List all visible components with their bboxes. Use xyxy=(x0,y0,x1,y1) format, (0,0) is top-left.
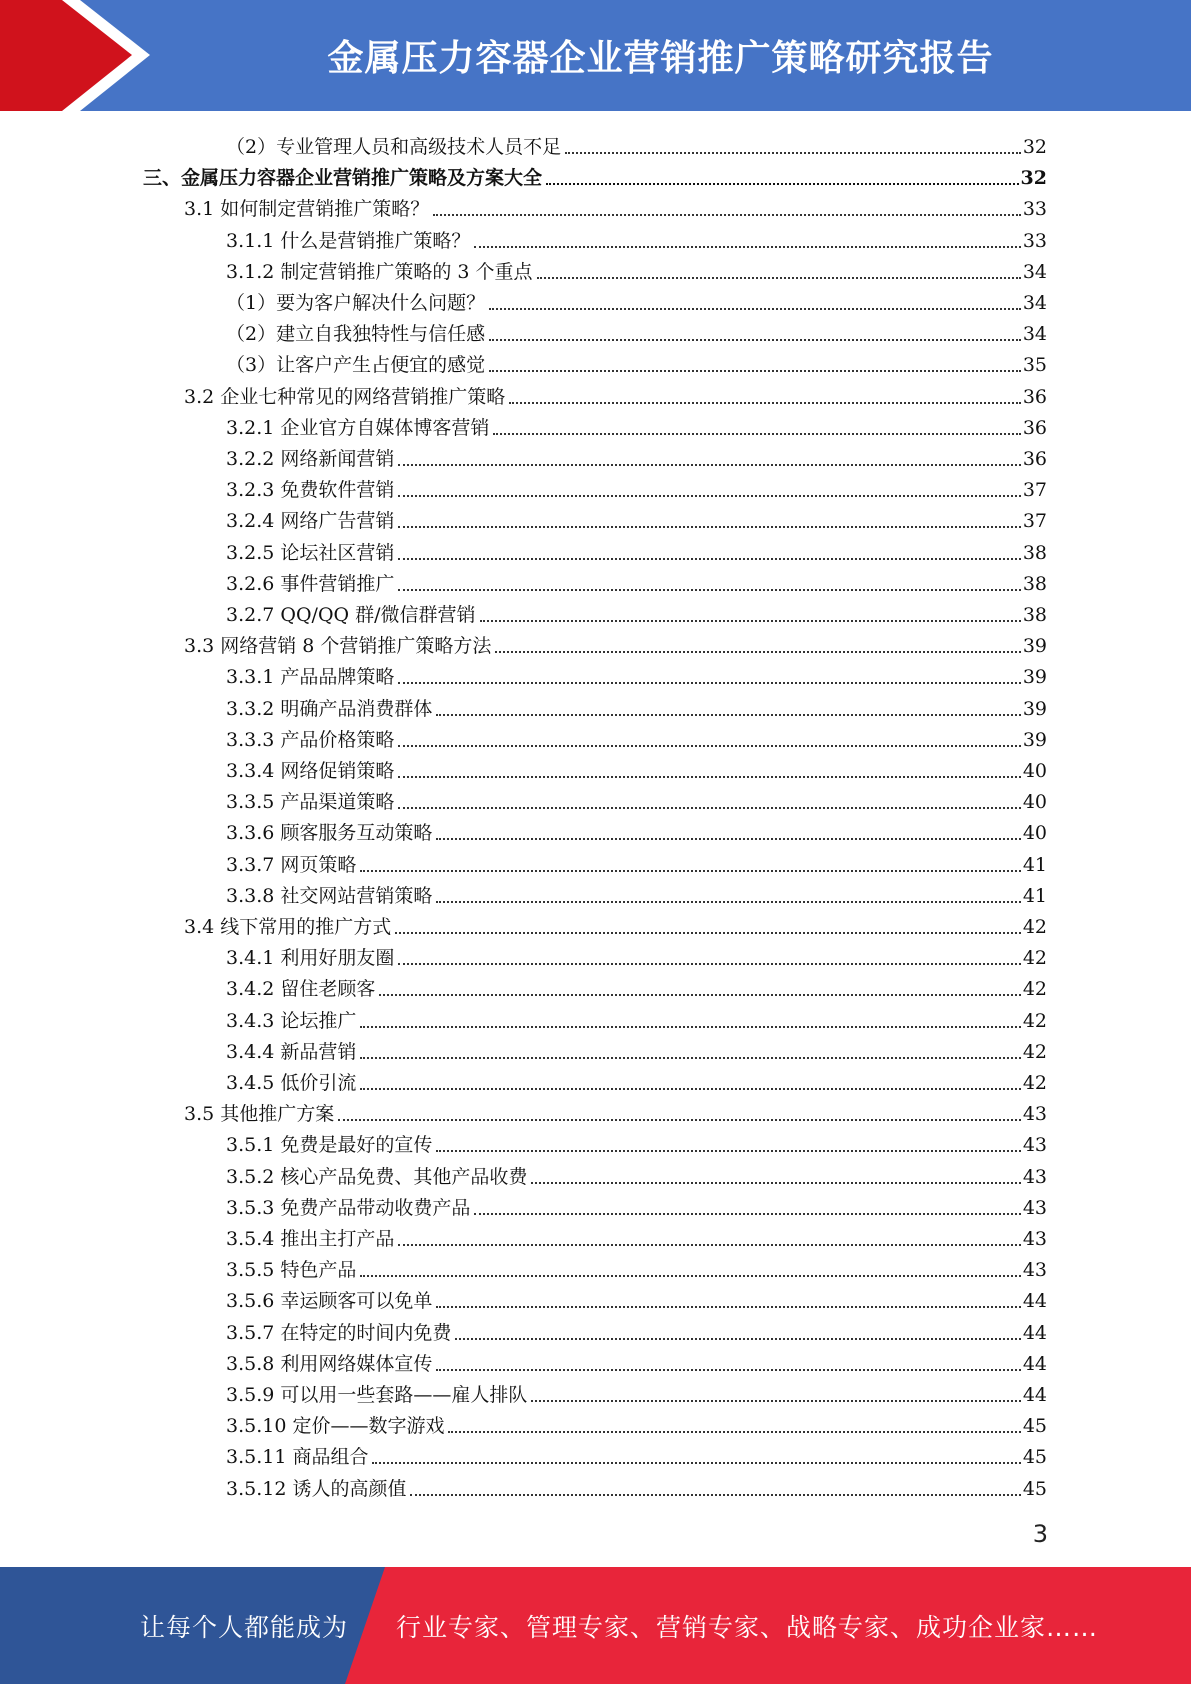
toc-entry-page: 43 xyxy=(1022,1103,1047,1126)
toc-entry-page: 36 xyxy=(1022,448,1047,470)
toc-dot-leader xyxy=(531,1182,1020,1184)
toc-entry-page: 33 xyxy=(1022,198,1047,221)
toc-entry-page: 43 xyxy=(1022,1196,1047,1219)
report-title: 金属压力容器企业营销推广策略研究报告 xyxy=(327,38,994,79)
toc-dot-leader xyxy=(398,558,1020,560)
toc-entry-label: 3.2.5 论坛社区营销 xyxy=(226,541,395,564)
page-footer xyxy=(0,1567,1191,1684)
toc-entry-page: 44 xyxy=(1022,1290,1047,1313)
page-number: 3 xyxy=(1032,1520,1048,1548)
toc-entry-page: 39 xyxy=(1022,635,1047,658)
toc-entry-label: 3.4.3 论坛推广 xyxy=(226,1009,357,1032)
toc-dot-leader xyxy=(531,1400,1020,1402)
toc-entry-label: 3.4.4 新品营销 xyxy=(226,1040,357,1063)
toc-entry[interactable] xyxy=(226,752,1047,783)
toc-entry-page: 34 xyxy=(1022,323,1047,346)
toc-entry-page: 38 xyxy=(1022,572,1047,595)
toc-entry-label: 3.5.10 定价——数字游戏 xyxy=(226,1415,445,1438)
toc-entry[interactable] xyxy=(184,1095,1047,1126)
toc-entry-page: 40 xyxy=(1022,791,1047,814)
toc-dot-leader xyxy=(455,1338,1020,1340)
toc-dot-leader xyxy=(474,246,1020,248)
toc-entry[interactable] xyxy=(226,970,1047,1001)
toc-entry[interactable] xyxy=(226,409,1047,440)
toc-entry-label: 3.4.5 低价引流 xyxy=(226,1072,357,1094)
toc-dot-leader xyxy=(495,651,1020,653)
toc-entry[interactable] xyxy=(226,721,1047,752)
toc-entry-page: 42 xyxy=(1022,1072,1047,1094)
toc-entry-page: 33 xyxy=(1022,229,1047,252)
toc-entry-page: 45 xyxy=(1022,1446,1047,1469)
toc-entry-page: 44 xyxy=(1022,1321,1047,1344)
toc-entry-page: 37 xyxy=(1022,479,1047,502)
toc-entry-label: 3.5.7 在特定的时间内免费 xyxy=(226,1321,452,1344)
toc-dot-leader xyxy=(398,589,1020,591)
toc-entry-label: 3.5.6 幸运顾客可以免单 xyxy=(226,1290,433,1313)
toc-entry[interactable] xyxy=(226,846,1047,877)
toc-dot-leader xyxy=(395,932,1021,934)
header-red-chevron-icon xyxy=(0,0,160,111)
toc-entry-label: 3.5.2 核心产品免费、其他产品收费 xyxy=(226,1165,528,1188)
toc-entry-label: 3.2.4 网络广告营销 xyxy=(226,510,395,533)
toc-entry[interactable] xyxy=(226,1189,1047,1220)
toc-dot-leader xyxy=(398,963,1020,965)
toc-dot-leader xyxy=(398,1244,1020,1246)
toc-entry[interactable] xyxy=(226,690,1047,721)
toc-entry[interactable] xyxy=(226,1126,1047,1157)
toc-entry-page: 39 xyxy=(1022,666,1047,689)
toc-entry-label: 3.5.8 利用网络媒体宣传 xyxy=(226,1352,433,1375)
toc-entry[interactable] xyxy=(226,1376,1047,1407)
toc-dot-leader xyxy=(436,901,1020,903)
toc-dot-leader xyxy=(360,1057,1020,1059)
toc-entry-label: 3.3.8 社交网站营销策略 xyxy=(226,884,433,907)
footer-slogan-right: 行业专家、管理专家、营销专家、战略专家、成功企业家…… xyxy=(396,1612,1099,1642)
toc-entry[interactable] xyxy=(226,1158,1047,1189)
toc-entry[interactable] xyxy=(226,1438,1047,1469)
toc-entry[interactable] xyxy=(226,284,1047,315)
toc-entry[interactable] xyxy=(226,658,1047,689)
toc-dot-leader xyxy=(480,620,1021,622)
toc-dot-leader xyxy=(360,870,1020,872)
toc-entry[interactable] xyxy=(184,190,1047,221)
toc-entry-label: 3.1 如何制定营销推广策略？ xyxy=(184,198,430,221)
toc-dot-leader xyxy=(410,1494,1020,1496)
toc-dot-leader xyxy=(509,402,1021,404)
toc-entry[interactable] xyxy=(184,627,1047,658)
toc-entry[interactable] xyxy=(184,378,1047,409)
toc-dot-leader xyxy=(436,1150,1020,1152)
toc-entry-page: 43 xyxy=(1022,1259,1047,1282)
toc-entry-page: 42 xyxy=(1022,947,1047,970)
toc-entry-page: 43 xyxy=(1022,1165,1047,1188)
toc-entry-label: 3.3.3 产品价格策略 xyxy=(226,728,395,751)
toc-dot-leader xyxy=(360,1088,1020,1090)
toc-entry[interactable] xyxy=(226,1220,1047,1251)
toc-dot-leader xyxy=(489,339,1021,341)
toc-dot-leader xyxy=(338,1119,1021,1121)
toc-entry-label: （1）要为客户解决什么问题？ xyxy=(226,292,486,314)
toc-entry-page: 32 xyxy=(1020,167,1047,190)
toc-entry-page: 40 xyxy=(1022,822,1047,845)
toc-entry[interactable] xyxy=(184,908,1047,939)
toc-entry-label: 3.3 网络营销 8 个营销推广策略方法 xyxy=(184,635,492,658)
toc-entry-label: 3.2.3 免费软件营销 xyxy=(226,479,395,502)
toc-entry[interactable] xyxy=(226,440,1047,471)
toc-dot-leader xyxy=(360,1026,1020,1028)
toc-entry-label: 3.1.1 什么是营销推广策略？ xyxy=(226,229,471,252)
toc-dot-leader xyxy=(398,464,1020,466)
toc-entry-page: 34 xyxy=(1022,260,1047,283)
toc-dot-leader xyxy=(448,1431,1020,1433)
toc-entry-page: 36 xyxy=(1022,416,1047,439)
toc-entry-label: 3.2 企业七种常见的网络营销推广策略 xyxy=(184,385,506,408)
toc-entry-label: 3.2.6 事件营销推广 xyxy=(226,572,395,595)
toc-entry-label: 3.2.1 企业官方自媒体博客营销 xyxy=(226,416,490,439)
toc-entry-page: 34 xyxy=(1022,292,1047,314)
toc-entry-page: 42 xyxy=(1022,916,1047,938)
footer-slogan-left: 让每个人都能成为 xyxy=(140,1612,349,1642)
toc-entry[interactable] xyxy=(226,1470,1047,1501)
toc-dot-leader xyxy=(474,1213,1020,1215)
toc-entry-page: 41 xyxy=(1022,853,1047,876)
toc-entry-label: （2）建立自我独特性与信任感 xyxy=(226,323,486,346)
toc-entry-label: 3.4.1 利用好朋友圈 xyxy=(226,947,395,970)
toc-entry[interactable] xyxy=(226,315,1047,346)
toc-entry-label: 3.5 其他推广方案 xyxy=(184,1103,335,1126)
toc-entry-page: 41 xyxy=(1022,884,1047,907)
toc-entry-label: 3.5.3 免费产品带动收费产品 xyxy=(226,1196,471,1219)
toc-dot-leader xyxy=(489,308,1021,310)
toc-entry-page: 43 xyxy=(1022,1228,1047,1250)
toc-entry-label: 3.3.1 产品品牌策略 xyxy=(226,666,395,689)
toc-entry[interactable] xyxy=(226,1407,1047,1438)
toc-entry-page: 32 xyxy=(1022,136,1047,158)
toc-entry[interactable] xyxy=(226,1345,1047,1376)
toc-dot-leader xyxy=(398,807,1020,809)
toc-dot-leader xyxy=(398,526,1020,528)
toc-entry-page: 44 xyxy=(1022,1352,1047,1375)
toc-entry-page: 42 xyxy=(1022,1009,1047,1032)
toc-entry-page: 36 xyxy=(1022,385,1047,408)
toc-entry-page: 40 xyxy=(1022,760,1047,782)
toc-dot-leader xyxy=(436,1369,1020,1371)
toc-entry-label: 3.5.9 可以用一些套路——雇人排队 xyxy=(226,1384,528,1406)
toc-entry[interactable] xyxy=(226,222,1047,253)
toc-dot-leader xyxy=(433,214,1021,216)
toc-entry-page: 39 xyxy=(1022,697,1047,720)
toc-entry[interactable] xyxy=(226,783,1047,814)
toc-entry-page: 45 xyxy=(1022,1477,1047,1500)
toc-entry[interactable] xyxy=(226,814,1047,845)
toc-entry[interactable] xyxy=(226,253,1047,284)
toc-entry[interactable] xyxy=(143,159,1047,190)
toc-dot-leader xyxy=(379,994,1020,996)
toc-entry[interactable] xyxy=(226,1033,1047,1064)
toc-dot-leader xyxy=(546,183,1019,185)
toc-dot-leader xyxy=(493,433,1020,435)
toc-entry-label: 3.4 线下常用的推广方式 xyxy=(184,916,392,938)
toc-dot-leader xyxy=(360,1275,1020,1277)
toc-entry[interactable] xyxy=(226,502,1047,533)
toc-entry-label: 3.3.7 网页策略 xyxy=(226,853,357,876)
toc-entry-page: 39 xyxy=(1022,728,1047,751)
toc-entry-page: 45 xyxy=(1022,1415,1047,1438)
toc-entry[interactable] xyxy=(226,471,1047,502)
toc-entry[interactable] xyxy=(226,1064,1047,1095)
toc-entry[interactable] xyxy=(226,1002,1047,1033)
toc-entry-page: 38 xyxy=(1022,541,1047,564)
toc-dot-leader xyxy=(537,277,1021,279)
toc-entry[interactable] xyxy=(226,1282,1047,1313)
toc-entry[interactable] xyxy=(226,565,1047,596)
toc-dot-leader xyxy=(436,714,1020,716)
toc-entry-label: 3.3.2 明确产品消费群体 xyxy=(226,697,433,720)
toc-entry-page: 35 xyxy=(1022,354,1047,377)
toc-dot-leader xyxy=(398,682,1020,684)
toc-entry[interactable] xyxy=(226,1314,1047,1345)
toc-entry-label: 3.3.4 网络促销策略 xyxy=(226,760,395,782)
toc-dot-leader xyxy=(436,838,1020,840)
toc-entry-label: 3.2.7 QQ/QQ 群/微信群营销 xyxy=(226,604,476,626)
toc-entry-label: 3.5.5 特色产品 xyxy=(226,1259,357,1282)
toc-entry[interactable] xyxy=(226,346,1047,377)
toc-entry-label: （3）让客户产生占便宜的感觉 xyxy=(226,354,486,377)
toc-entry-label: 3.5.11 商品组合 xyxy=(226,1446,369,1469)
toc-dot-leader xyxy=(436,1306,1020,1308)
toc-entry-label: 三、金属压力容器企业营销推广策略及方案大全 xyxy=(143,167,543,190)
toc-entry-page: 44 xyxy=(1022,1384,1047,1406)
toc-entry-label: 3.3.6 顾客服务互动策略 xyxy=(226,822,433,845)
toc-entry-label: 3.5.1 免费是最好的宣传 xyxy=(226,1134,433,1157)
toc-entry-label: 3.5.4 推出主打产品 xyxy=(226,1228,395,1250)
toc-entry[interactable] xyxy=(226,877,1047,908)
toc-dot-leader xyxy=(372,1462,1020,1464)
toc-entry-label: 3.4.2 留住老顾客 xyxy=(226,978,376,1001)
toc-entry[interactable] xyxy=(226,128,1047,159)
toc-dot-leader xyxy=(489,370,1021,372)
toc-entry-page: 43 xyxy=(1022,1134,1047,1157)
toc-entry-label: 3.1.2 制定营销推广策略的 3 个重点 xyxy=(226,260,533,283)
toc-dot-leader xyxy=(398,776,1020,778)
toc-dot-leader xyxy=(565,152,1021,154)
toc-entry-label: 3.3.5 产品渠道策略 xyxy=(226,791,395,814)
toc-dot-leader xyxy=(398,745,1020,747)
toc-entry-page: 37 xyxy=(1022,510,1047,533)
toc-entry[interactable] xyxy=(226,596,1047,627)
toc-entry[interactable] xyxy=(226,939,1047,970)
toc-dot-leader xyxy=(398,495,1020,497)
toc-entry-label: （2）专业管理人员和高级技术人员不足 xyxy=(226,136,562,158)
page-header xyxy=(0,0,1191,111)
toc-entry-page: 42 xyxy=(1022,978,1047,1001)
toc-entry-label: 3.2.2 网络新闻营销 xyxy=(226,448,395,470)
toc-entry[interactable] xyxy=(226,1251,1047,1282)
toc-entry-page: 38 xyxy=(1022,604,1047,626)
toc-entry-label: 3.5.12 诱人的高颜值 xyxy=(226,1477,407,1500)
toc-entry[interactable] xyxy=(226,534,1047,565)
toc-entry-page: 42 xyxy=(1022,1040,1047,1063)
